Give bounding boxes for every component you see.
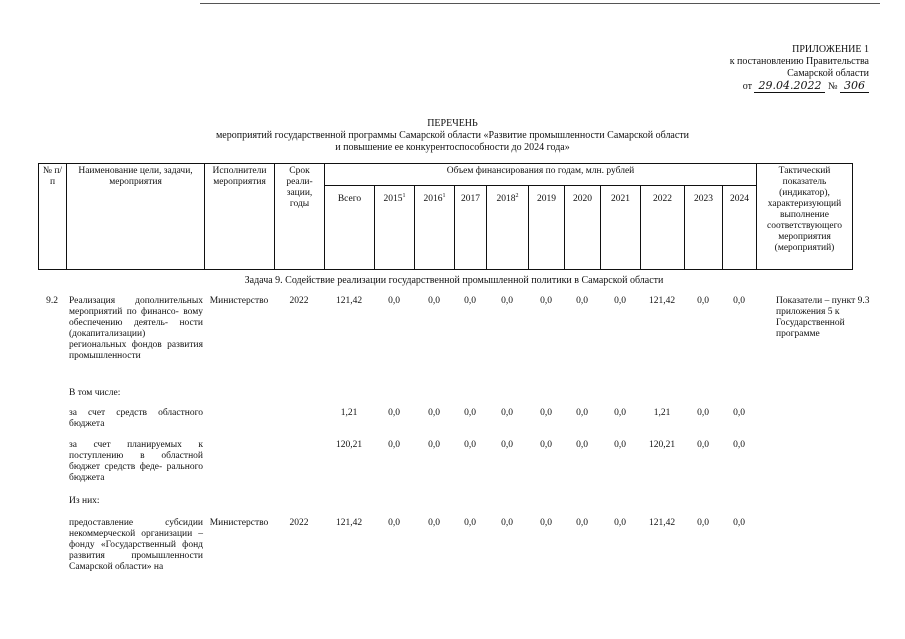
col-year-2015: 2015$^1$ <box>375 186 415 270</box>
handwritten-number: 306 <box>840 79 869 93</box>
row-value-2019: 0,0 <box>540 296 552 306</box>
row-value-2016: 0,0 <box>428 518 440 528</box>
row-name: за счет средств областного бюджета <box>69 408 203 429</box>
col-indicator-header: Тактический показатель (индикатор), характеризующий выполнение соответствующего мероприятия (мероприятий) <box>757 164 853 270</box>
row-name: В том числе: <box>69 388 121 398</box>
date-prefix: от <box>742 81 752 92</box>
row-value-2021: 0,0 <box>614 408 626 418</box>
row-value-2021: 0,0 <box>614 296 626 306</box>
row-value-2016: 0,0 <box>428 408 440 418</box>
col-year-2016: 2016$^1$ <box>415 186 455 270</box>
col-year-2020: 2020 <box>565 186 601 270</box>
col-year-2024: 2024 <box>723 186 757 270</box>
row-value-2018: 0,0 <box>501 408 513 418</box>
row-name: предоставление субсидии некоммерческой организации – фонду «Государственный фонд развития промышленности Самарской области» на <box>69 518 203 572</box>
row-value-2015: 0,0 <box>388 408 400 418</box>
row-value-2017: 0,0 <box>464 296 476 306</box>
col-num-header: № п/п <box>39 164 67 270</box>
row-total: 121,42 <box>335 518 363 528</box>
row-name: Из них: <box>69 496 100 506</box>
task-heading: Задача 9. Содействие реализации государственной промышленной политики в Самарской области <box>244 275 664 286</box>
row-value-2016: 0,0 <box>428 440 440 450</box>
header-table <box>38 163 853 270</box>
row-value-2016: 0,0 <box>428 296 440 306</box>
row-value-2018: 0,0 <box>501 518 513 528</box>
row-value-2024: 0,0 <box>733 518 745 528</box>
document-title-line1: мероприятий государственной программы Самарской области «Развитие промышленности Самарской области <box>215 130 690 141</box>
row-value-2018: 0,0 <box>501 296 513 306</box>
annex-block <box>669 44 869 93</box>
row-value-2023: 0,0 <box>697 408 709 418</box>
row-value-2019: 0,0 <box>540 440 552 450</box>
row-value-2022: 1,21 <box>653 408 671 418</box>
row-value-2017: 0,0 <box>464 518 476 528</box>
row-value-2023: 0,0 <box>697 296 709 306</box>
row-executor: Министерство <box>209 296 269 306</box>
row-value-2022: 121,42 <box>648 518 676 528</box>
col-year-2021: 2021 <box>601 186 641 270</box>
top-scan-line <box>200 3 880 4</box>
row-value-2023: 0,0 <box>697 440 709 450</box>
col-year-2023: 2023 <box>685 186 723 270</box>
row-value-2019: 0,0 <box>540 518 552 528</box>
row-name: Реализация дополнительных мероприятий по финансо- вому обеспечению деятель- ности (докапитализации) региональных фондов развития промышленности <box>69 296 203 361</box>
col-funding-header: Объем финансирования по годам, млн. рублей <box>325 164 757 186</box>
row-value-2020: 0,0 <box>576 408 588 418</box>
number-prefix: № <box>827 81 838 92</box>
document-title-line2: и повышение ее конкурентоспособности до 2024 года» <box>335 142 570 153</box>
col-total-header: Всего <box>325 186 375 270</box>
col-year-2017: 2017 <box>455 186 487 270</box>
row-executor: Министерство <box>209 518 269 528</box>
document-heading: ПЕРЕЧЕНЬ <box>427 118 478 129</box>
row-value-2022: 120,21 <box>648 440 676 450</box>
row-value-2024: 0,0 <box>733 440 745 450</box>
col-year-2022: 2022 <box>641 186 685 270</box>
annex-line: к постановлению Правительства <box>729 56 869 67</box>
row-total: 121,42 <box>335 296 363 306</box>
row-value-2015: 0,0 <box>388 518 400 528</box>
row-indicator-note: Показатели – пункт 9.3 приложения 5 к Государственной программе <box>776 296 870 339</box>
annex-line: Самарской области <box>787 68 869 79</box>
col-year-2019: 2019 <box>529 186 565 270</box>
row-value-2023: 0,0 <box>697 518 709 528</box>
col-year-2018: 2018$^2$ <box>487 186 529 270</box>
col-name-header: Наименование цели, задачи, мероприятия <box>67 164 205 270</box>
row-name: за счет планируемых к поступлению в областной бюджет средств феде- рального бюджета <box>69 440 203 483</box>
row-value-2019: 0,0 <box>540 408 552 418</box>
row-value-2024: 0,0 <box>733 408 745 418</box>
row-total: 120,21 <box>335 440 363 450</box>
row-total: 1,21 <box>340 408 358 418</box>
row-value-2015: 0,0 <box>388 296 400 306</box>
row-term: 2022 <box>289 518 309 528</box>
row-value-2018: 0,0 <box>501 440 513 450</box>
annex-date-line <box>669 80 869 93</box>
row-term: 2022 <box>289 296 309 306</box>
row-value-2020: 0,0 <box>576 296 588 306</box>
annex-title: ПРИЛОЖЕНИЕ 1 <box>792 44 869 55</box>
row-value-2017: 0,0 <box>464 408 476 418</box>
row-value-2017: 0,0 <box>464 440 476 450</box>
row-value-2021: 0,0 <box>614 440 626 450</box>
row-value-2020: 0,0 <box>576 518 588 528</box>
row-num: 9.2 <box>46 296 58 306</box>
row-value-2015: 0,0 <box>388 440 400 450</box>
handwritten-date: 29.04.2022 <box>754 79 825 93</box>
row-value-2020: 0,0 <box>576 440 588 450</box>
row-value-2024: 0,0 <box>733 296 745 306</box>
row-value-2021: 0,0 <box>614 518 626 528</box>
col-term-header: Срок реали- зации, годы <box>275 164 325 270</box>
col-executor-header: Исполнители мероприятия <box>205 164 275 270</box>
row-value-2022: 121,42 <box>648 296 676 306</box>
